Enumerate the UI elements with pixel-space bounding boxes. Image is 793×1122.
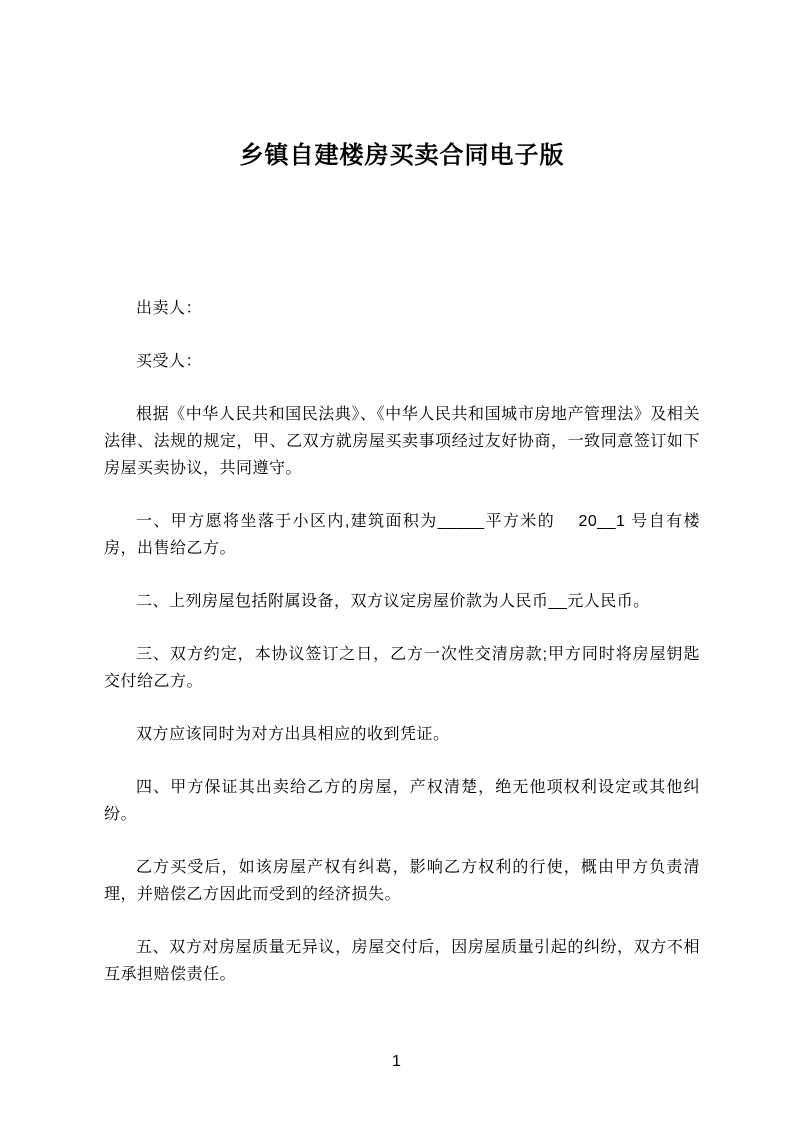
document-title-text: 乡镇自建楼房买卖合同电子版 bbox=[239, 142, 565, 169]
clause-2: 二、上列房屋包括附属设备，双方议定房屋价款为人民币__元人民币。 bbox=[136, 593, 650, 610]
clause-5: 五、双方对房屋质量无异议，房屋交付后，因房屋质量引起的纠纷，双方不相互承担赔偿责任。 bbox=[104, 939, 700, 983]
preamble-paragraph: 根据《中华人民共和国民法典》、《中华人民共和国城市房地产管理法》及相关法律、法规的规定，甲、乙双方就房屋买卖事项经过友好协商，一致同意签订如下房屋买卖协议，共同遵守。 bbox=[104, 406, 700, 477]
clause-4: 四、甲方保证其出卖给乙方的房屋，产权清楚，绝无他项权利设定或其他纠纷。 bbox=[104, 779, 700, 823]
clause-3-note: 双方应该同时为对方出具相应的收到凭证。 bbox=[136, 726, 450, 743]
clause-3: 三、双方约定，本协议签订之日，乙方一次性交清房款;甲方同时将房屋钥匙交付给乙方。 bbox=[104, 646, 700, 690]
buyer-line: 买受人： bbox=[136, 353, 203, 370]
clause-1: 一、甲方愿将坐落于小区内,建筑面积为_____平方米的 20__1 号自有楼房，出售给乙方。 bbox=[104, 513, 700, 557]
page-number: 1 bbox=[392, 1053, 401, 1070]
seller-line: 出卖人： bbox=[136, 300, 203, 317]
document-title bbox=[104, 139, 700, 173]
clause-4-note: 乙方买受后，如该房屋产权有纠葛，影响乙方权利的行使，概由甲方负责清理，并赔偿乙方因此而受到的经济损失。 bbox=[104, 859, 700, 903]
